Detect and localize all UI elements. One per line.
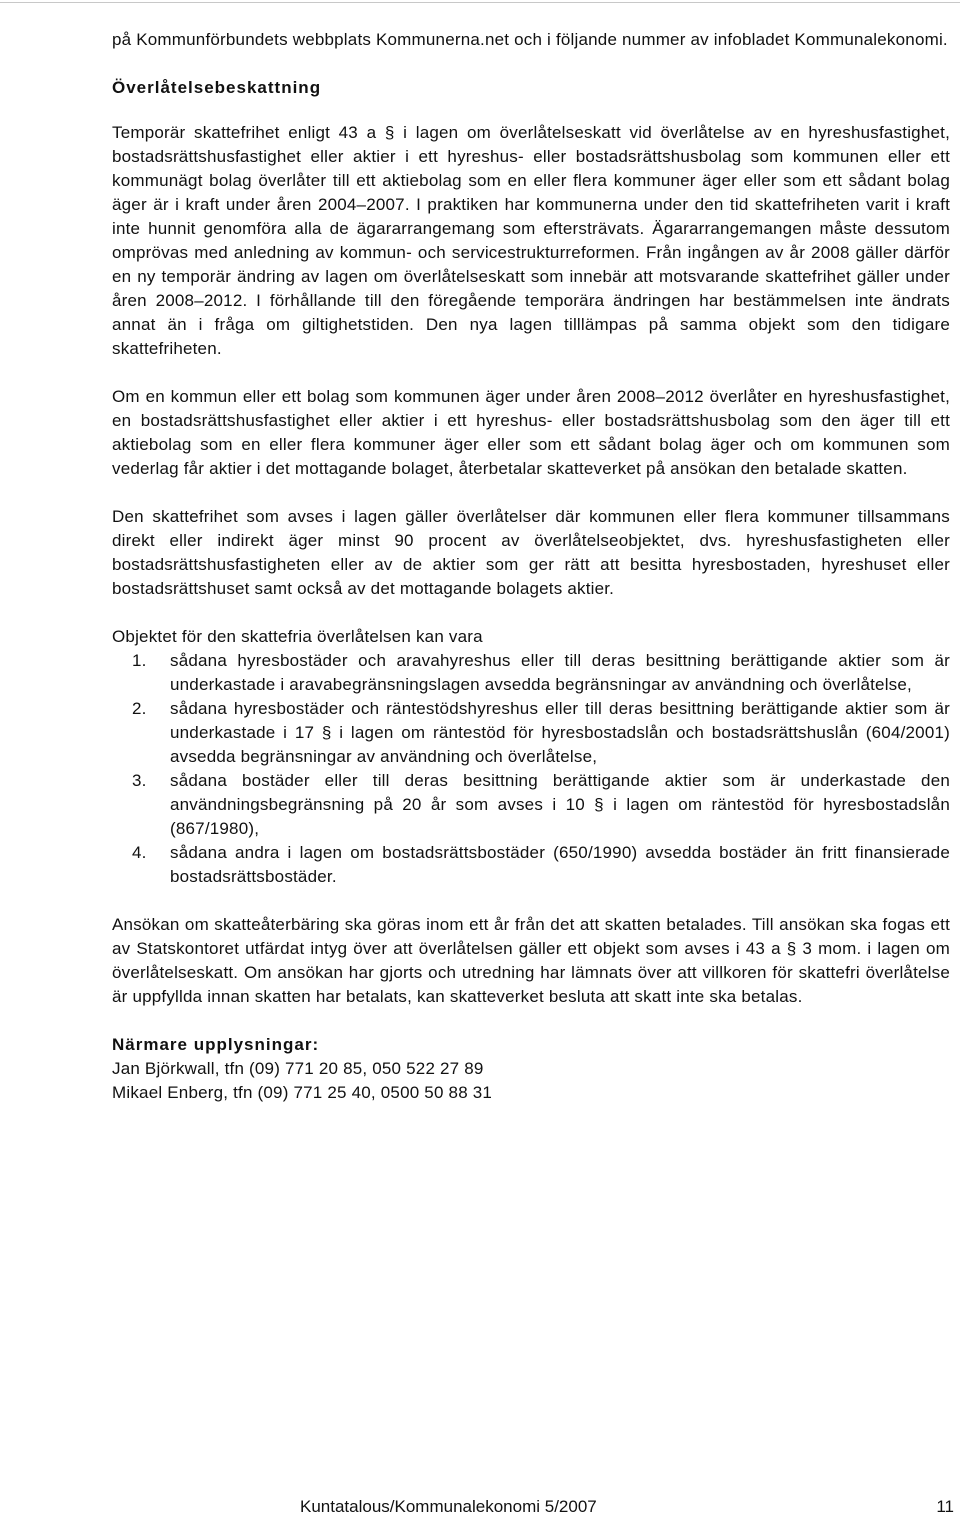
list-item-text: sådana andra i lagen om bostadsrättsbostäder (650/1990) avsedda bostäder än fritt finansierade bostadsrättsbostäder. — [170, 843, 950, 886]
intro-paragraph: på Kommunförbundets webbplats Kommunerna.net och i följande nummer av infobladet Kommunalekonomi. — [112, 30, 948, 49]
list-item-number: 3. — [132, 771, 147, 790]
document-page — [112, 28, 950, 1105]
page-number: 11 — [936, 1497, 954, 1516]
top-rule — [0, 2, 960, 3]
list-item-text: sådana bostäder eller till deras besittning berättigande aktier som är underkastade den användningsbegränsning på 20 år som avses i 10 § i lagen om räntestöd för hyresbostadslån (867/1980), — [170, 771, 950, 838]
list-item-text: sådana hyresbostäder och aravahyreshus eller till deras besittning berättigande aktier som är underkastade i aravabegränsningslagen avsedda begränsningar av användning och överlåtelse, — [170, 651, 950, 694]
contact-line: Mikael Enberg, tfn (09) 771 25 40, 0500 50 88 31 — [112, 1083, 493, 1102]
contact-line: Jan Björkwall, tfn (09) 771 20 85, 050 522 27 89 — [112, 1059, 484, 1078]
closing-paragraph: Ansökan om skatteåterbäring ska göras inom ett år från det att skatten betalades. Till ansökan ska fogas ett av Statskontoret utfärdat intyg över att överlåtelsen gäller ett objekt som avses i 43 a § 3 mom. i lagen om överlåtelseskatt. Om ansökan har gjorts och utredning har lämnats över att villkoren för skattefri överlåtelse är uppfyllda innan skatten har betalats, kan skatteverket besluta att skatt inte ska betalas. — [112, 915, 950, 1006]
list-item-number: 2. — [132, 699, 147, 718]
list-item-number: 4. — [132, 843, 147, 862]
list-item-number: 1. — [132, 651, 147, 670]
contact-heading: Närmare upplysningar: — [112, 1035, 320, 1054]
list-item-text: sådana hyresbostäder och räntestödshyreshus eller till deras besittning berättigande aktier som är underkastade i 17 § i lagen om räntestöd för hyresbostadslån och bostadsrättshuslån (604/2001) avsedda begränsningar av användning och överlåtelse, — [170, 699, 950, 766]
list-item — [112, 697, 950, 769]
footer-source: Kuntatalous/Kommunalekonomi 5/2007 — [300, 1497, 597, 1516]
objects-list — [112, 649, 950, 889]
paragraph-3: Den skattefrihet som avses i lagen gäller överlåtelser där kommunen eller flera kommuner tillsammans direkt eller indirekt äger minst 90 procent av överlåtelseobjektet, dvs. hyreshusfastigheten eller bostadsrättshusfastigheten eller av de aktier som ger rätt att besitta hyresbostaden, hyreshuset eller bostadsrättshuset samt också av det mottagande bolagets aktier. — [112, 507, 950, 598]
section-heading: Överlåtelsebeskattning — [112, 78, 322, 97]
paragraph-1: Temporär skattefrihet enligt 43 a § i lagen om överlåtelseskatt vid överlåtelse av en hyreshusfastighet, bostadsrättshusfastighet eller aktier i ett hyreshus- eller bostadsrättshusbolag som kommunen eller ett kommunägt bolag överlåter till ett aktiebolag som en eller flera kommuner äger eller som ett sådant bolag äger är i kraft under åren 2004–2007. I praktiken har kommunerna under den tid skattefriheten varit i kraft inte hunnit genomföra alla de ägararrangemang som eftersträvats. Ägararrangemangen måste dessutom omprövas med anledning av kommun- och servicestrukturreformen. Från ingången av år 2008 gäller därför en ny temporär ändring av lagen om överlåtelseskatt som innebär att motsvarande skattefrihet gäller under åren 2008–2012. I förhållande till den föregående temporära ändringen har bestämmelsen inte ändrats annat än i fråga om giltighetstiden. Den nya lagen tilllämpas på samma objekt som den tidigare skattefriheten. — [112, 123, 950, 358]
list-intro: Objektet för den skattefria överlåtelsen kan vara — [112, 627, 483, 646]
paragraph-2: Om en kommun eller ett bolag som kommunen äger under åren 2008–2012 överlåter en hyreshusfastighet, en bostadsrättshusfastighet eller aktier i ett hyreshus- eller bostadsrättshusbolag som den äger till ett aktiebolag som en eller flera kommuner äger eller som ett sådant bolag äger och om kommunen som vederlag får aktier i det mottagande bolaget, återbetalar skatteverket på ansökan den betalade skatten. — [112, 387, 950, 478]
list-item — [112, 769, 950, 841]
list-item — [112, 841, 950, 889]
list-item — [112, 649, 950, 697]
